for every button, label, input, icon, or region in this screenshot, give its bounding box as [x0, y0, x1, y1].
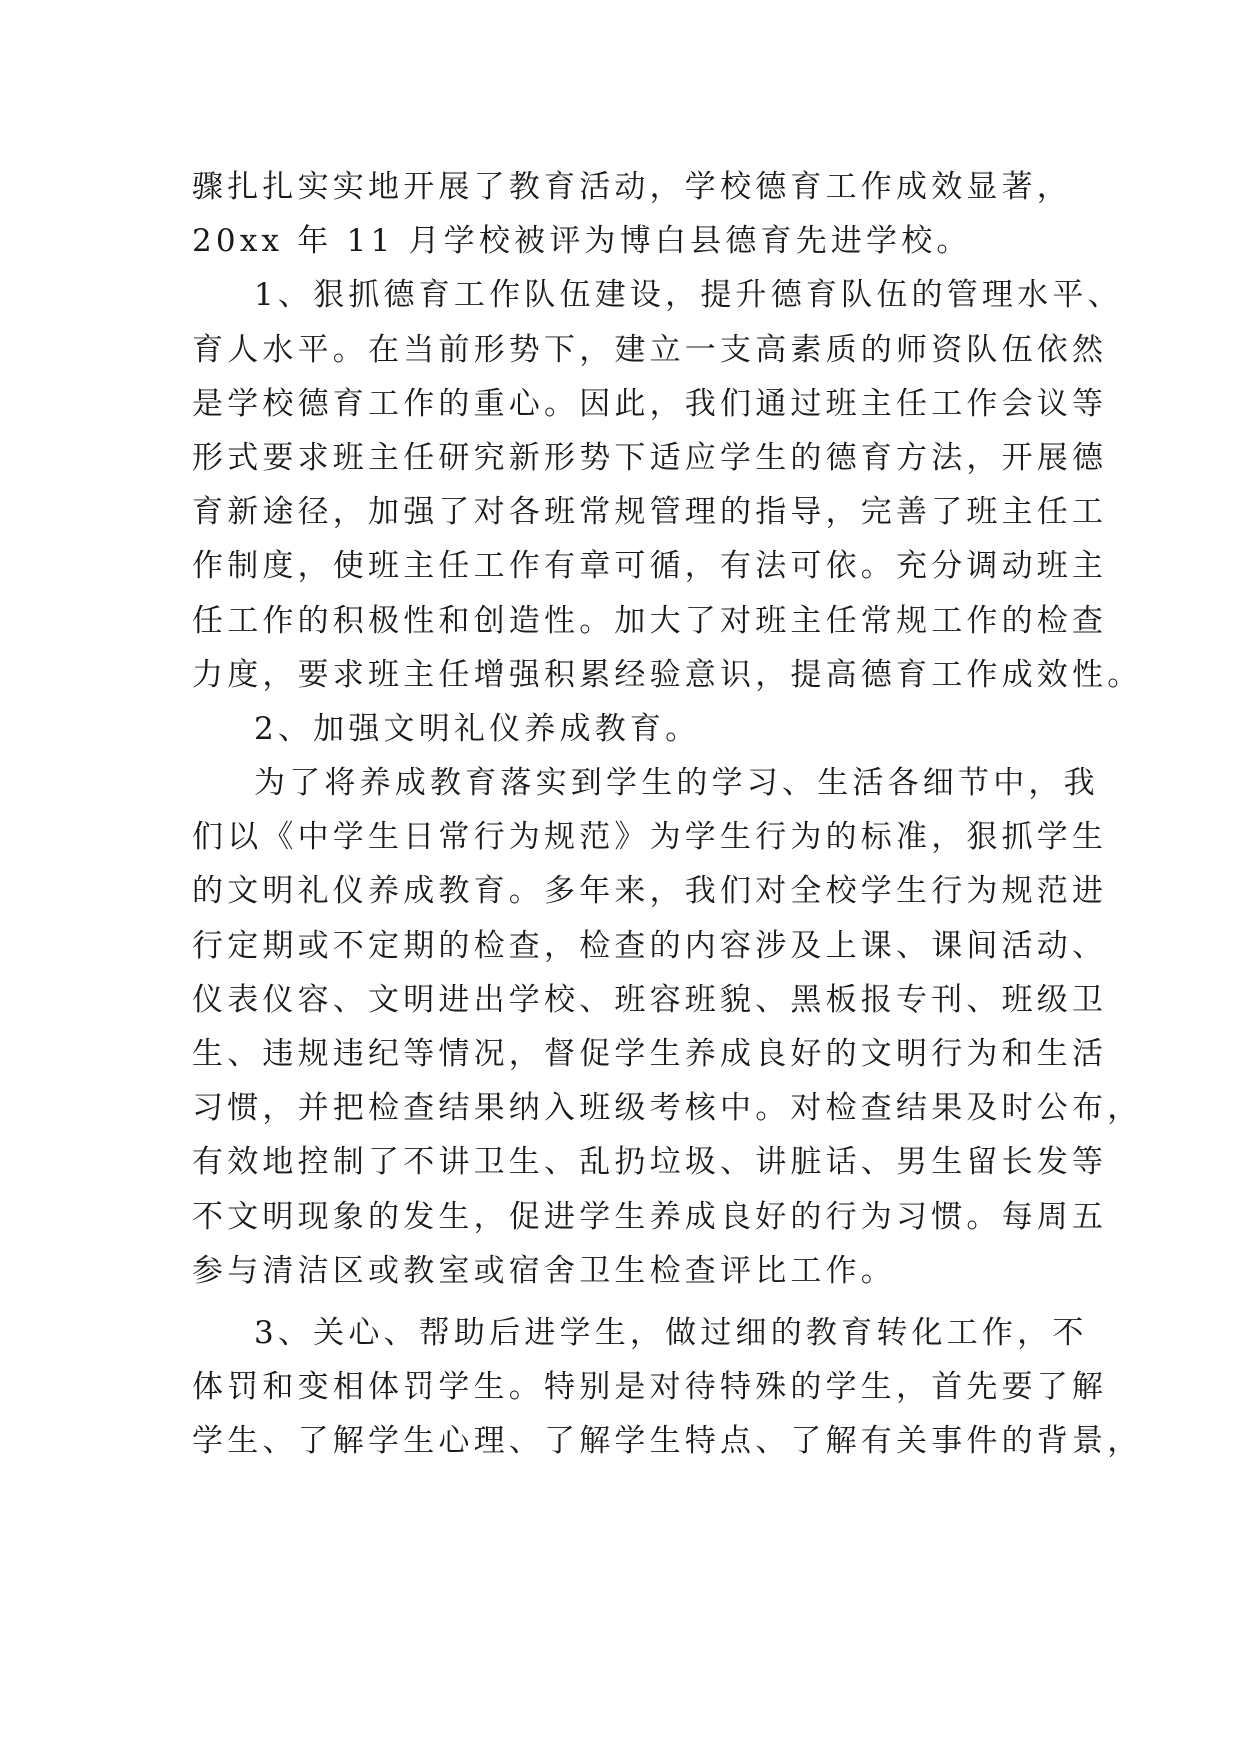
text-line: 育新途径，加强了对各班常规管理的指导，完善了班主任工	[192, 494, 1108, 531]
text-line: 力度，要求班主任增强积累经验意识，提高德育工作成效性。	[192, 656, 1143, 693]
text-line: 是学校德育工作的重心。因此，我们通过班主任工作会议等	[192, 385, 1108, 422]
paragraph-start-line: 1、狠抓德育工作队伍建设，提升德育队伍的管理水平、	[254, 277, 1123, 314]
text-line: 行定期或不定期的检查，检查的内容涉及上课、课间活动、	[192, 927, 1108, 964]
paragraph-gap	[192, 1298, 1072, 1306]
text-line: 习惯，并把检查结果纳入班级考核中。对检查结果及时公布，	[192, 1090, 1143, 1127]
text-line: 学生、了解学生心理、了解学生特点、了解有关事件的背景，	[192, 1423, 1143, 1460]
text-line: 骤扎扎实实地开展了教育活动，学校德育工作成效显著，	[192, 169, 1072, 205]
text-line: 体罚和变相体罚学生。特别是对待特殊的学生，首先要了解	[192, 1369, 1108, 1406]
text-line: 生、违规违纪等情况，督促学生养成良好的文明行为和生活	[192, 1036, 1108, 1072]
paragraph-start-line: 3、关心、帮助后进学生，做过细的教育转化工作，不	[254, 1314, 1088, 1351]
text-line: 育人水平。在当前形势下，建立一支高素质的师资队伍依然	[192, 331, 1108, 368]
text-line: 不文明现象的发生，促进学生养成良好的行为习惯。每周五	[192, 1198, 1108, 1235]
text-line: 的文明礼仪养成教育。多年来，我们对全校学生行为规范进	[192, 873, 1108, 910]
text-line: 形式要求班主任研究新形势下适应学生的德育方法，开展德	[192, 439, 1108, 476]
section-heading-line: 2、加强文明礼仪养成教育。	[254, 710, 701, 747]
text-line: 任工作的积极性和创造性。加大了对班主任常规工作的检查	[192, 602, 1108, 639]
text-line: 20xx 年 11 月学校被评为博白县德育先进学校。	[192, 223, 972, 260]
text-line: 作制度，使班主任工作有章可循，有法可依。充分调动班主	[192, 548, 1108, 585]
body-text	[192, 160, 1143, 1469]
text-line: 们以《中学生日常行为规范》为学生行为的标准，狠抓学生	[192, 819, 1108, 856]
text-line: 有效地控制了不讲卫生、乱扔垃圾、讲脏话、男生留长发等	[192, 1144, 1108, 1181]
paragraph-start-line: 为了将养成教育落实到学生的学习、生活各细节中，我	[254, 765, 1099, 802]
text-line: 参与清洁区或教室或宿舍卫生检查评比工作。	[192, 1252, 896, 1289]
text-line: 仪表仪容、文明进出学校、班容班貌、黑板报专刊、班级卫	[192, 981, 1108, 1018]
